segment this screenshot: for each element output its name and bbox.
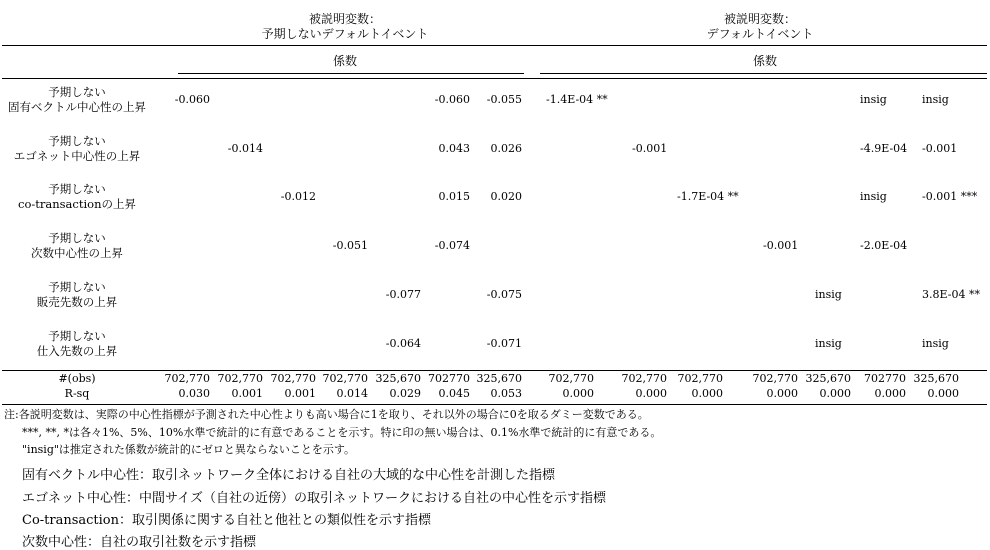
rsq-left: 0.030 bbox=[178, 387, 210, 400]
coef-cell-right: -1.4E-04 ** bbox=[546, 93, 608, 106]
coef-cell-left: -0.064 bbox=[385, 337, 421, 350]
rsq-left: 0.053 bbox=[490, 387, 522, 400]
coef-cell-left: 0.015 bbox=[438, 190, 470, 203]
rsq-left: 0.029 bbox=[389, 387, 421, 400]
obs-left: 702,770 bbox=[322, 372, 368, 385]
rsq-left: 0.014 bbox=[336, 387, 368, 400]
obs-label: #(obs) bbox=[58, 372, 96, 385]
coef-cell-right: -0.001 *** bbox=[922, 190, 978, 203]
rsq-right: 0.000 bbox=[927, 387, 959, 400]
obs-right: 702,770 bbox=[621, 372, 667, 385]
row-label-line1: 予期しない bbox=[48, 231, 106, 245]
coef-cell-right: insig bbox=[815, 288, 842, 301]
coef-cell-right: 3.8E-04 ** bbox=[922, 288, 980, 301]
right-header-line1: 被説明変数： bbox=[723, 12, 796, 26]
obs-left: 325,670 bbox=[375, 372, 421, 385]
rsq-right: 0.000 bbox=[562, 387, 594, 400]
rsq-right: 0.000 bbox=[874, 387, 906, 400]
row-label bbox=[2, 329, 152, 359]
body-top-rule bbox=[2, 78, 987, 79]
row-label-line2: 仕入先数の上昇 bbox=[36, 344, 118, 358]
row-label bbox=[2, 182, 152, 212]
coef-cell-left: -0.012 bbox=[280, 190, 316, 203]
row-label bbox=[2, 134, 152, 164]
obs-right: 702,770 bbox=[677, 372, 723, 385]
obs-right: 325,670 bbox=[913, 372, 959, 385]
row-label-line2: co-transactionの上昇 bbox=[18, 197, 136, 211]
rsq-right: 0.000 bbox=[819, 387, 851, 400]
rsq-label: R-sq bbox=[64, 387, 90, 400]
right-header-line2: デフォルトイベント bbox=[706, 27, 814, 41]
coef-cell-right: -0.001 bbox=[763, 239, 799, 252]
coef-cell-left: -0.060 bbox=[434, 93, 470, 106]
coef-right-label: 係数 bbox=[752, 54, 777, 68]
row-label-line1: 予期しない bbox=[48, 134, 106, 148]
row-label-line2: 固有ベクトル中心性の上昇 bbox=[8, 100, 146, 114]
rsq-left: 0.045 bbox=[438, 387, 470, 400]
coef-cell-right: -1.7E-04 ** bbox=[677, 190, 739, 203]
rsq-right: 0.000 bbox=[691, 387, 723, 400]
coef-cell-right: insig bbox=[860, 190, 887, 203]
definition-co-transaction: Co-transaction：取引関係に関する自社と他社との類似性を示す指標 bbox=[22, 513, 432, 528]
obs-left: 325,670 bbox=[476, 372, 522, 385]
coef-cell-right: -4.9E-04 bbox=[860, 142, 908, 155]
coef-cell-left: -0.014 bbox=[227, 142, 263, 155]
rsq-left: 0.001 bbox=[231, 387, 263, 400]
coef-cell-right: -0.001 bbox=[922, 142, 958, 155]
note-2: ***, **, *は各々1%、5%、10%水準で統計的に有意であることを示す。特に印の無い場合は、0.1%水準で統計的に有意である。 bbox=[22, 426, 662, 439]
coef-cell-right: insig bbox=[815, 337, 842, 350]
left-header bbox=[225, 12, 465, 42]
obs-left: 702,770 bbox=[217, 372, 263, 385]
row-label bbox=[2, 231, 152, 261]
row-label-line1: 予期しない bbox=[48, 329, 106, 343]
left-header-line1: 被説明変数： bbox=[308, 12, 381, 26]
coef-left-label: 係数 bbox=[332, 54, 357, 68]
obs-right: 702770 bbox=[864, 372, 906, 385]
definition-egonet: エゴネット中心性：中間サイズ（自社の近傍）の取引ネットワークにおける自社の中心性を示す指標 bbox=[22, 491, 606, 506]
coef-cell-left: 0.026 bbox=[490, 142, 522, 155]
note-1: 注:各説明変数は、実際の中心性指標が予測された中心性よりも高い場合に1を取り、それ以外の場合に0を取るダミー変数である。 bbox=[4, 408, 649, 421]
coef-cell-left: -0.051 bbox=[332, 239, 368, 252]
obs-right: 702,770 bbox=[548, 372, 594, 385]
coef-cell-right: insig bbox=[922, 337, 949, 350]
row-label-line2: 次数中心性の上昇 bbox=[31, 246, 123, 260]
coef-cell-left: -0.071 bbox=[486, 337, 522, 350]
right-header bbox=[650, 12, 870, 42]
coef-right-rule bbox=[540, 73, 987, 74]
coef-cell-left: 0.043 bbox=[438, 142, 470, 155]
obs-left: 702770 bbox=[428, 372, 470, 385]
coef-cell-left: -0.055 bbox=[486, 93, 522, 106]
note-3: "insig"は推定された係数が統計的にゼロと異ならないことを示す。 bbox=[22, 443, 356, 456]
coef-cell-left: 0.020 bbox=[490, 190, 522, 203]
definition-degree: 次数中心性：自社の取引社数を示す指標 bbox=[22, 535, 257, 550]
obs-right: 325,670 bbox=[805, 372, 851, 385]
definition-eigenvector: 固有ベクトル中心性：取引ネットワーク全体における自社の大域的な中心性を計測した指標 bbox=[22, 468, 556, 483]
stats-rule bbox=[2, 370, 987, 371]
coef-cell-right: -2.0E-04 bbox=[860, 239, 908, 252]
row-label bbox=[2, 85, 152, 115]
rsq-right: 0.000 bbox=[766, 387, 798, 400]
row-label-line1: 予期しない bbox=[48, 280, 106, 294]
rsq-right: 0.000 bbox=[635, 387, 667, 400]
row-label bbox=[2, 280, 152, 310]
coef-left-rule bbox=[178, 73, 524, 74]
obs-left: 702,770 bbox=[270, 372, 316, 385]
rsq-left: 0.001 bbox=[284, 387, 316, 400]
coef-cell-right: insig bbox=[922, 93, 949, 106]
left-header-line2: 予期しないデフォルトイベント bbox=[261, 27, 429, 41]
coef-cell-left: -0.060 bbox=[174, 93, 210, 106]
coef-cell-left: -0.077 bbox=[385, 288, 421, 301]
row-label-line1: 予期しない bbox=[48, 85, 106, 99]
obs-right: 702,770 bbox=[752, 372, 798, 385]
coef-cell-right: insig bbox=[860, 93, 887, 106]
obs-left: 702,770 bbox=[164, 372, 210, 385]
coef-cell-left: -0.075 bbox=[486, 288, 522, 301]
row-label-line2: 販売先数の上昇 bbox=[36, 295, 118, 309]
coef-cell-right: -0.001 bbox=[632, 142, 668, 155]
bottom-rule bbox=[2, 404, 987, 405]
row-label-line2: エゴネット中心性の上昇 bbox=[13, 149, 141, 163]
row-label-line1: 予期しない bbox=[48, 182, 106, 196]
header-rule bbox=[2, 45, 987, 46]
coef-cell-left: -0.074 bbox=[434, 239, 470, 252]
